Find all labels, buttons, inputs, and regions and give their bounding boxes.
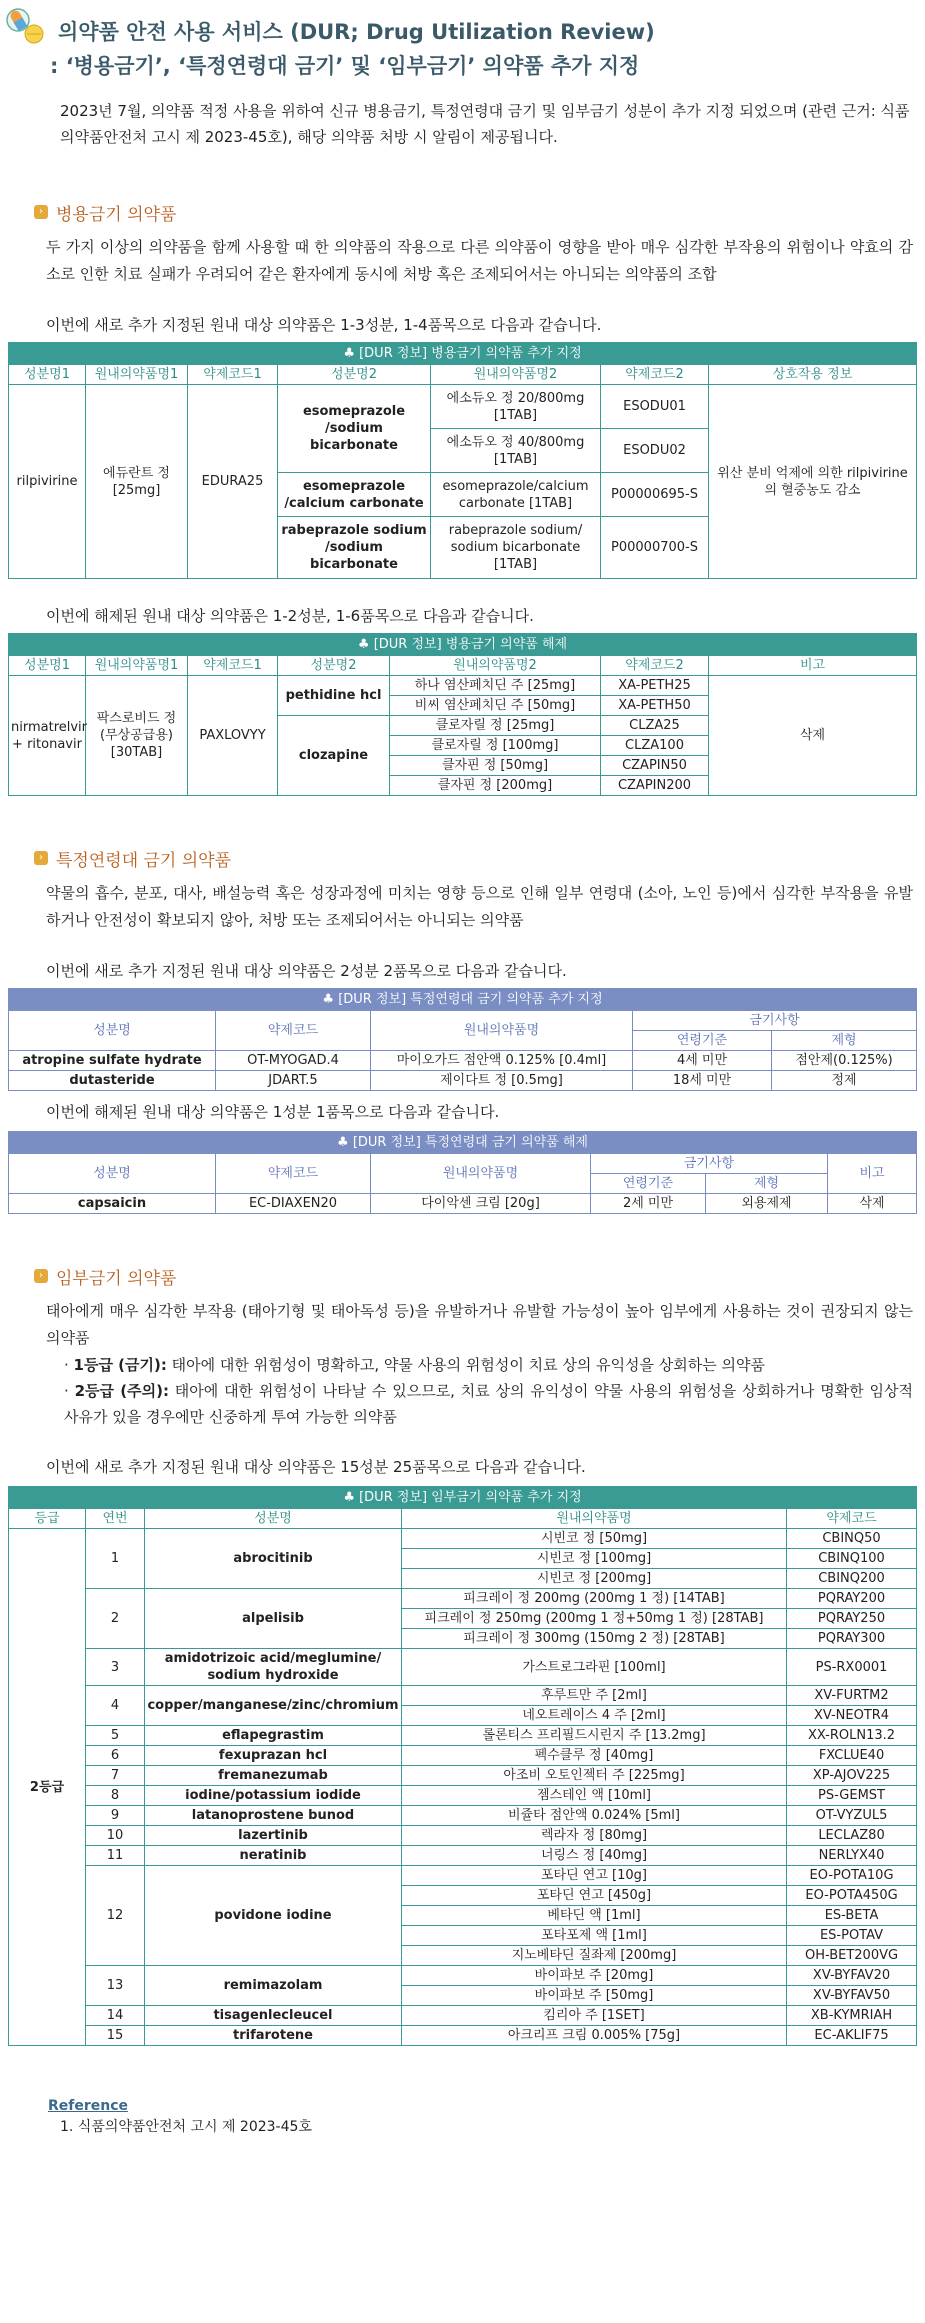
drug-code-cell: EC-AKLIF75	[787, 2026, 917, 2046]
table-caption: ♣ [DUR 정보] 특정연령대 금기 의약품 해제	[9, 1132, 917, 1154]
section-title-text: 특정연령대 금기 의약품	[56, 850, 232, 871]
drug-code-cell: EO-POTA10G	[787, 1866, 917, 1886]
drug-name-cell: 롤론티스 프리필드시린지 주 [13.2mg]	[402, 1726, 787, 1746]
preg-bullet-1	[64, 1352, 913, 1378]
column-header: 성분명	[9, 1154, 216, 1194]
intro-paragraph: 2023년 7월, 의약품 적정 사용을 위하여 신규 병용금기, 특정연령대 금기 및 임부금기 성분이 추가 지정 되었으며 (관련 근거: 식품의약품안전처 고시 제 2023-45호), 해당 의약품 처방 시 알림이 제공됩니다.	[60, 102, 910, 146]
drug-code-cell: XB-KYMRIAH	[787, 2006, 917, 2026]
ingredient-cell: fexuprazan hcl	[145, 1746, 402, 1766]
drug-code-cell: LECLAZ80	[787, 1826, 917, 1846]
drug-name-cell: 바이파보 주 [20mg]	[402, 1966, 787, 1986]
column-header: 약제코드2	[601, 365, 709, 385]
preg-added-table	[8, 1486, 917, 2046]
table-row	[9, 1649, 917, 1686]
column-header: 제형	[706, 1174, 828, 1194]
table-cell: esomeprazole /sodium bicarbonate	[278, 385, 431, 473]
drug-code-cell: XX-ROLN13.2	[787, 1726, 917, 1746]
table-cell: 에소듀오 정 40/800mg [1TAB]	[431, 429, 601, 473]
table-row	[9, 1746, 917, 1766]
reference-title: Reference	[48, 2098, 129, 2114]
table-cell: ESODU02	[601, 429, 709, 473]
drug-code-cell: EO-POTA450G	[787, 1886, 917, 1906]
column-header: 성분명	[145, 1509, 402, 1529]
table-caption: ♣ [DUR 정보] 특정연령대 금기 의약품 추가 지정	[9, 989, 917, 1011]
column-header: 원내의약품명2	[390, 656, 601, 676]
drug-name-cell: 너링스 정 [40mg]	[402, 1846, 787, 1866]
column-header: 약제코드	[216, 1154, 371, 1194]
drug-name-cell: 바이파보 주 [50mg]	[402, 1986, 787, 2006]
table-row	[9, 1766, 917, 1786]
drug-name-cell: 비쥴타 점안액 0.024% [5ml]	[402, 1806, 787, 1826]
table-cell: XA-PETH50	[601, 696, 709, 716]
drug-name-cell: 렉라자 정 [80mg]	[402, 1826, 787, 1846]
drug-name-cell: 피크레이 정 250mg (200mg 1 정+50mg 1 정) [28TAB]	[402, 1609, 787, 1629]
age-removed-intro: 이번에 해제된 원내 대상 의약품은 1성분 1품목으로 다음과 같습니다.	[46, 1103, 500, 1121]
table-caption: ♣ [DUR 정보] 병용금기 의약품 추가 지정	[9, 343, 917, 365]
column-header: 등급	[9, 1509, 86, 1529]
drug-code-cell: XP-AJOV225	[787, 1766, 917, 1786]
drug-name-cell: 시빈코 정 [100mg]	[402, 1549, 787, 1569]
table-cell: 에소듀오 정 20/800mg [1TAB]	[431, 385, 601, 429]
bullet-dot: ·	[64, 1356, 74, 1374]
drug-code-cell: PS-GEMST	[787, 1786, 917, 1806]
column-header: 원내의약품명	[371, 1011, 633, 1051]
ingredient-cell: eflapegrastim	[145, 1726, 402, 1746]
drug-name-cell: 펙수클루 정 [40mg]	[402, 1746, 787, 1766]
column-header: 연령기준	[591, 1174, 706, 1194]
drug-code-cell: XV-BYFAV20	[787, 1966, 917, 1986]
combo-removed-table	[8, 633, 917, 796]
column-header: 원내의약품명	[402, 1509, 787, 1529]
table-cell: 정제	[772, 1071, 917, 1091]
column-header: 원내의약품명2	[431, 365, 601, 385]
drug-code-cell: PS-RX0001	[787, 1649, 917, 1686]
ingredient-cell: alpelisib	[145, 1589, 402, 1649]
table-cell: 클로자릴 정 [25mg]	[390, 716, 601, 736]
age-removed-table	[8, 1131, 917, 1214]
table-cell: esomeprazole/calcium carbonate [1TAB]	[431, 473, 601, 517]
drug-name-cell: 킴리아 주 [1SET]	[402, 2006, 787, 2026]
row-number-cell: 1	[86, 1529, 145, 1589]
table-cell: pethidine hcl	[278, 676, 390, 716]
table-cell: 점안제(0.125%)	[772, 1051, 917, 1071]
bullet-text: 태아에 대한 위험성이 명확하고, 약물 사용의 위험성이 치료 상의 유익성을 상회하는 의약품	[166, 1356, 766, 1374]
table-cell: 클자핀 정 [200mg]	[390, 776, 601, 796]
column-header: 성분명	[9, 1011, 216, 1051]
drug-code-cell: ES-POTAV	[787, 1926, 917, 1946]
table-cell: XA-PETH25	[601, 676, 709, 696]
column-header: 상호작용 정보	[709, 365, 917, 385]
table-cell: CZAPIN200	[601, 776, 709, 796]
column-header: 약제코드1	[188, 656, 278, 676]
combo-description: 두 가지 이상의 의약품을 함께 사용할 때 한 의약품의 작용으로 다른 의약품이 영향을 받아 매우 심각한 부작용의 위험이나 약효의 감소로 인한 치료 실패가 우려되어 같은 환자에게 동시에 처방 혹은 조제되어서는 아니되는 의약품의 조합	[46, 238, 913, 283]
table-cell: 4세 미만	[633, 1051, 772, 1071]
table-row	[9, 2026, 917, 2046]
page-title: 의약품 안전 사용 서비스 (DUR; Drug Utilization Review)	[58, 20, 655, 44]
table-caption: ♣ [DUR 정보] 임부금기 의약품 추가 지정	[9, 1487, 917, 1509]
drug-name-cell: 시빈코 정 [200mg]	[402, 1569, 787, 1589]
column-header: 원내의약품명	[371, 1154, 591, 1194]
table-cell: 삭제	[709, 676, 917, 796]
table-cell: 하나 염산페치딘 주 [25mg]	[390, 676, 601, 696]
preg-table-body	[9, 1529, 917, 2046]
drug-name-cell: 포타딘 연고 [450g]	[402, 1886, 787, 1906]
ingredient-cell: iodine/potassium iodide	[145, 1786, 402, 1806]
ingredient-cell: trifarotene	[145, 2026, 402, 2046]
preg-added-intro: 이번에 새로 추가 지정된 원내 대상 의약품은 15성분 25품목으로 다음과 같습니다.	[46, 1458, 586, 1476]
table-cell: 위산 분비 억제에 의한 rilpivirine 의 혈중농도 감소	[709, 385, 917, 579]
table-cell: 팍스로비드 정 (무상공급용) [30TAB]	[86, 676, 188, 796]
column-header: 약제코드	[216, 1011, 371, 1051]
drug-name-cell: 포타포제 액 [1ml]	[402, 1926, 787, 1946]
table-row	[9, 1966, 917, 1986]
drug-code-cell: PQRAY200	[787, 1589, 917, 1609]
table-cell: EC-DIAXEN20	[216, 1194, 371, 1214]
table-cell: esomeprazole /calcium carbonate	[278, 473, 431, 517]
table-caption: ♣ [DUR 정보] 병용금기 의약품 해제	[9, 634, 917, 656]
table-cell: CZAPIN50	[601, 756, 709, 776]
drug-name-cell: 가스트로그라핀 [100ml]	[402, 1649, 787, 1686]
table-cell: OT-MYOGAD.4	[216, 1051, 371, 1071]
column-header: 비고	[828, 1154, 917, 1194]
drug-name-cell: 후루트만 주 [2ml]	[402, 1686, 787, 1706]
section-title-pregnancy	[34, 1264, 925, 1288]
preg-bullet-2	[46, 1378, 913, 1430]
row-number-cell: 5	[86, 1726, 145, 1746]
row-number-cell: 2	[86, 1589, 145, 1649]
table-cell: EDURA25	[188, 385, 278, 579]
row-number-cell: 9	[86, 1806, 145, 1826]
column-header: 금기사항	[591, 1154, 828, 1174]
grade-cell: 2등급	[9, 1529, 86, 2046]
table-cell: clozapine	[278, 716, 390, 796]
drug-name-cell: 피크레이 정 300mg (150mg 2 정) [28TAB]	[402, 1629, 787, 1649]
chevron-right-icon: ›	[34, 205, 48, 219]
table-row	[9, 1194, 917, 1214]
table-cell: nirmatrelvir + ritonavir	[9, 676, 86, 796]
table-row	[9, 1686, 917, 1706]
pill-icon	[4, 4, 52, 48]
drug-name-cell: 네오트레이스 4 주 [2ml]	[402, 1706, 787, 1726]
table-cell: dutasteride	[9, 1071, 216, 1091]
table-cell: 클자핀 정 [50mg]	[390, 756, 601, 776]
ingredient-cell: amidotrizoic acid/meglumine/ sodium hydroxide	[145, 1649, 402, 1686]
table-header-row	[9, 656, 917, 676]
table-row	[9, 1051, 917, 1071]
section-title-age	[34, 846, 925, 870]
drug-code-cell: CBINQ200	[787, 1569, 917, 1589]
table-cell: 마이오가드 점안액 0.125% [0.4ml]	[371, 1051, 633, 1071]
table-row	[9, 1866, 917, 1886]
drug-name-cell: 아크리프 크림 0.005% [75g]	[402, 2026, 787, 2046]
table-row	[9, 1786, 917, 1806]
row-number-cell: 14	[86, 2006, 145, 2026]
drug-code-cell: FXCLUE40	[787, 1746, 917, 1766]
row-number-cell: 6	[86, 1746, 145, 1766]
table-cell: CLZA100	[601, 736, 709, 756]
table-cell: PAXLOVYY	[188, 676, 278, 796]
table-row	[9, 1806, 917, 1826]
row-number-cell: 13	[86, 1966, 145, 2006]
table-cell: 다이악센 크림 [20g]	[371, 1194, 591, 1214]
drug-name-cell: 베타딘 액 [1ml]	[402, 1906, 787, 1926]
drug-code-cell: CBINQ50	[787, 1529, 917, 1549]
drug-code-cell: PQRAY250	[787, 1609, 917, 1629]
table-row	[9, 1589, 917, 1609]
table-cell: ESODU01	[601, 385, 709, 429]
table-cell: 제이다트 정 [0.5mg]	[371, 1071, 633, 1091]
table-row	[9, 676, 917, 696]
drug-code-cell: CBINQ100	[787, 1549, 917, 1569]
row-number-cell: 11	[86, 1846, 145, 1866]
table-cell: 에듀란트 정 [25mg]	[86, 385, 188, 579]
column-header: 연령기준	[633, 1031, 772, 1051]
ingredient-cell: latanoprostene bunod	[145, 1806, 402, 1826]
column-header: 성분명1	[9, 365, 86, 385]
drug-code-cell: XV-NEOTR4	[787, 1706, 917, 1726]
table-cell: rabeprazole sodium/ sodium bicarbonate [1TAB]	[431, 517, 601, 579]
bullet-label: 1등급 (금기):	[73, 1356, 167, 1374]
table-cell: 18세 미만	[633, 1071, 772, 1091]
table-row	[9, 1726, 917, 1746]
drug-name-cell: 젬스테인 액 [10ml]	[402, 1786, 787, 1806]
table-cell: P00000695-S	[601, 473, 709, 517]
column-header: 성분명2	[278, 656, 390, 676]
table-header-row	[9, 365, 917, 385]
chevron-right-icon: ›	[34, 851, 48, 865]
column-header: 성분명2	[278, 365, 431, 385]
row-number-cell: 3	[86, 1649, 145, 1686]
drug-name-cell: 포타딘 연고 [10g]	[402, 1866, 787, 1886]
ingredient-cell: abrocitinib	[145, 1529, 402, 1589]
ingredient-cell: neratinib	[145, 1846, 402, 1866]
page-subtitle: : ‘병용금기’, ‘특정연령대 금기’ 및 ‘임부금기’ 의약품 추가 지정	[50, 54, 640, 78]
table-row	[9, 2006, 917, 2026]
row-number-cell: 12	[86, 1866, 145, 1966]
table-header-row	[9, 1011, 917, 1031]
section-title-text: 병용금기 의약품	[56, 204, 177, 225]
ingredient-cell: fremanezumab	[145, 1766, 402, 1786]
drug-name-cell: 피크레이 정 200mg (200mg 1 정) [14TAB]	[402, 1589, 787, 1609]
ingredient-cell: copper/manganese/zinc/chromium	[145, 1686, 402, 1726]
age-added-table	[8, 988, 917, 1091]
column-header: 원내의약품명1	[86, 365, 188, 385]
drug-name-cell: 시빈코 정 [50mg]	[402, 1529, 787, 1549]
drug-name-cell: 아조비 오토인젝터 주 [225mg]	[402, 1766, 787, 1786]
reference-item: 1. 식품의약품안전처 고시 제 2023-45호	[60, 2119, 312, 2135]
drug-code-cell: XV-BYFAV50	[787, 1986, 917, 2006]
table-row	[9, 385, 917, 429]
table-cell: atropine sulfate hydrate	[9, 1051, 216, 1071]
age-added-intro: 이번에 새로 추가 지정된 원내 대상 의약품은 2성분 2품목으로 다음과 같습니다.	[46, 962, 567, 980]
header	[0, 0, 925, 90]
preg-description: 태아에게 매우 심각한 부작용 (태아기형 및 태아독성 등)을 유발하거나 유발할 가능성이 높아 임부에게 사용하는 것이 권장되지 않는 의약품	[46, 1302, 913, 1347]
table-cell: 외용제제	[706, 1194, 828, 1214]
row-number-cell: 4	[86, 1686, 145, 1726]
table-header-row	[9, 1509, 917, 1529]
table-cell: P00000700-S	[601, 517, 709, 579]
table-cell: JDART.5	[216, 1071, 371, 1091]
column-header: 약제코드	[787, 1509, 917, 1529]
age-description: 약물의 흡수, 분포, 대사, 배설능력 혹은 성장과정에 미치는 영향 등으로 인해 일부 연령대 (소아, 노인 등)에서 심각한 부작용을 유발하거나 안전성이 확보되지 않아, 처방 또는 조제되어서는 아니되는 의약품	[46, 884, 913, 929]
column-header: 비고	[709, 656, 917, 676]
bullet-label: 2등급 (주의):	[74, 1382, 169, 1400]
row-number-cell: 10	[86, 1826, 145, 1846]
ingredient-cell: tisagenlecleucel	[145, 2006, 402, 2026]
drug-code-cell: OH-BET200VG	[787, 1946, 917, 1966]
row-number-cell: 15	[86, 2026, 145, 2046]
table-row	[9, 1846, 917, 1866]
drug-code-cell: NERLYX40	[787, 1846, 917, 1866]
drug-code-cell: PQRAY300	[787, 1629, 917, 1649]
section-title-combo	[34, 200, 925, 224]
bullet-dot: ·	[64, 1382, 75, 1400]
row-number-cell: 8	[86, 1786, 145, 1806]
table-row	[9, 1826, 917, 1846]
drug-name-cell: 지노베타딘 질좌제 [200mg]	[402, 1946, 787, 1966]
combo-removed-intro: 이번에 해제된 원내 대상 의약품은 1-2성분, 1-6품목으로 다음과 같습니다.	[46, 607, 534, 625]
column-header: 약제코드1	[188, 365, 278, 385]
table-cell: 2세 미만	[591, 1194, 706, 1214]
table-cell: CLZA25	[601, 716, 709, 736]
row-number-cell: 7	[86, 1766, 145, 1786]
combo-added-table	[8, 342, 917, 579]
table-cell: 클로자릴 정 [100mg]	[390, 736, 601, 756]
column-header: 성분명1	[9, 656, 86, 676]
column-header: 제형	[772, 1031, 917, 1051]
ingredient-cell: lazertinib	[145, 1826, 402, 1846]
column-header: 약제코드2	[601, 656, 709, 676]
ingredient-cell: povidone iodine	[145, 1866, 402, 1966]
bullet-text: 태아에 대한 위험성이 나타날 수 있으므로, 치료 상의 유익성이 약물 사용의 위험성을 상회하거나 명확한 임상적 사유가 있을 경우에만 신중하게 투여 가능한 의약품	[64, 1382, 913, 1426]
drug-code-cell: ES-BETA	[787, 1906, 917, 1926]
drug-code-cell: OT-VYZUL5	[787, 1806, 917, 1826]
table-row	[9, 1071, 917, 1091]
ingredient-cell: remimazolam	[145, 1966, 402, 2006]
table-cell: rabeprazole sodium /sodium bicarbonate	[278, 517, 431, 579]
column-header: 원내의약품명1	[86, 656, 188, 676]
table-cell: capsaicin	[9, 1194, 216, 1214]
table-row	[9, 1529, 917, 1549]
reference-section	[48, 2098, 925, 2136]
chevron-right-icon: ›	[34, 1269, 48, 1283]
table-header-row	[9, 1154, 917, 1174]
column-header: 금기사항	[633, 1011, 917, 1031]
table-cell: rilpivirine	[9, 385, 86, 579]
column-header: 연번	[86, 1509, 145, 1529]
combo-added-intro: 이번에 새로 추가 지정된 원내 대상 의약품은 1-3성분, 1-4품목으로 다음과 같습니다.	[46, 316, 602, 334]
table-cell: 삭제	[828, 1194, 917, 1214]
section-title-text: 임부금기 의약품	[56, 1268, 177, 1289]
table-cell: 비씨 염산페치딘 주 [50mg]	[390, 696, 601, 716]
drug-code-cell: XV-FURTM2	[787, 1686, 917, 1706]
